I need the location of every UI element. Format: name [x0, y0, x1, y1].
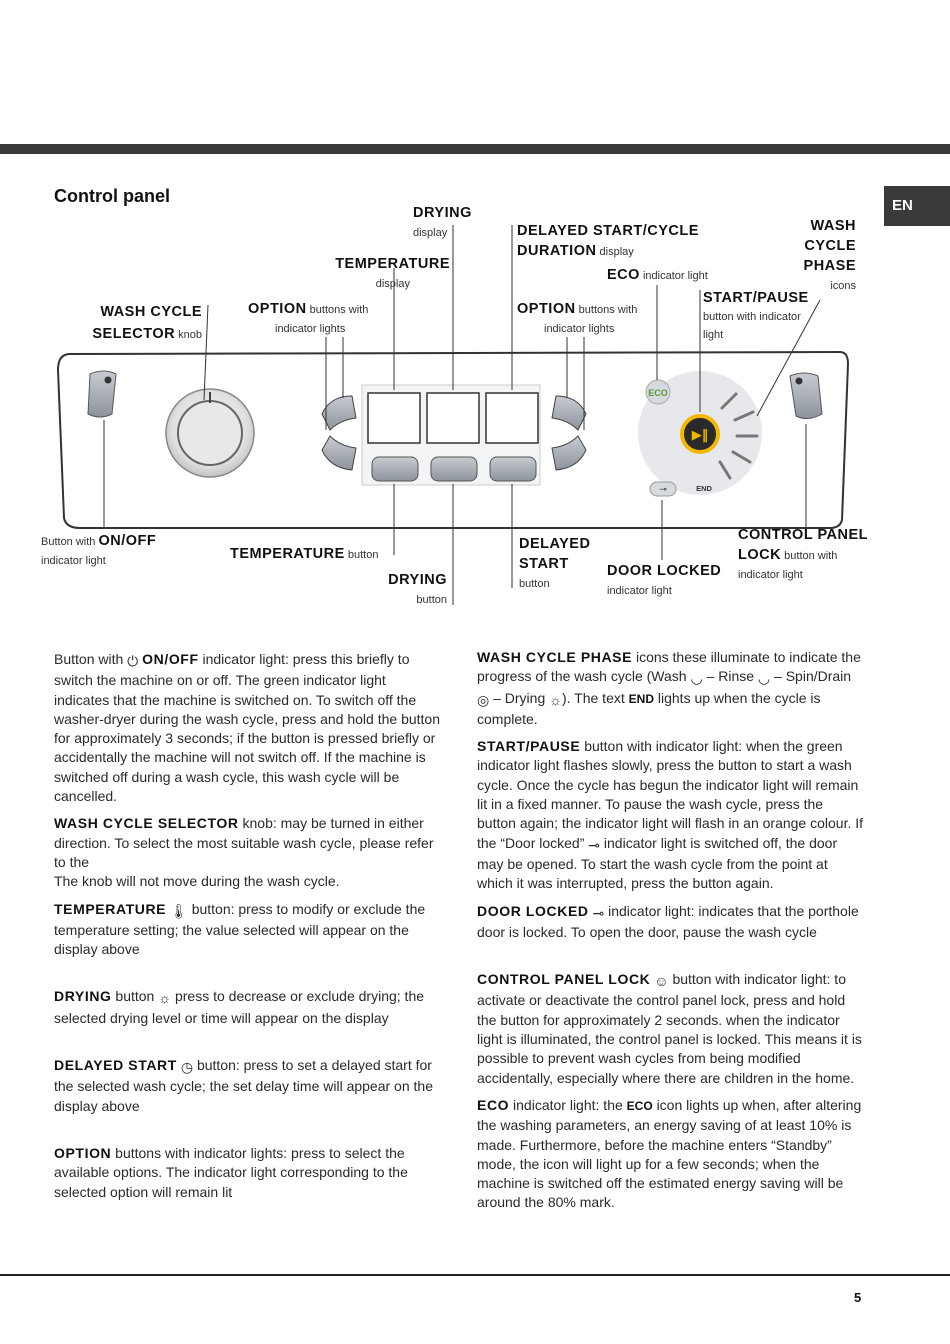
label-panel-lock: CONTROL PANEL LOCK button with indicator light	[738, 527, 869, 581]
eco-icon: ECO	[626, 1098, 653, 1113]
right-column	[477, 648, 865, 1221]
para-temperature: TEMPERATURE 🌡 button: press to modify or exclude the temperature setting; the value selected will appear on the display above	[54, 900, 426, 958]
para-option: OPTION buttons with indicator lights: press to select the available options. The indicator light corresponding to the selected option will remain lit	[54, 1144, 408, 1200]
page-number: 5	[854, 1290, 862, 1305]
panel-eco-text: ECO	[648, 388, 668, 398]
label-delayed-start: DELAYED START button	[519, 536, 591, 590]
rinse-icon: ◡	[757, 670, 771, 687]
para-start: START/PAUSE button with indicator light: when the green indicator light flashes slowly, press the button to start a wash cycle. Once the cycle has begun the indicator light will remain lit in a fixed manner. To pause the wash cycle, press the button again; the indicator light will flash in an orange colour. If the “Door locked” ⊸ indicator light is switched off, the door may be opened. To start the wash cycle from the point at which it was interrupted, press the button again.	[477, 738, 864, 892]
language-tab: EN	[884, 186, 950, 226]
label-drying-button: DRYING button	[388, 572, 447, 606]
para-door: DOOR LOCKED ⊸ indicator light: indicates that the porthole door is locked. To open the door, pause the wash cycle	[477, 902, 859, 940]
delayed-display	[486, 393, 538, 443]
para-eco: ECO indicator light: the ECO icon lights up when, after altering the washing parameters, an energy saving of at least 10% is made. Furthermore, before the machine enters “Standby” mode, the icon will light up for a few seconds; when the machine is switched off the estimated energy saving will be around the 80% mark.	[477, 1096, 862, 1211]
delayed-start-button	[490, 457, 536, 481]
drying-icon: ☼	[158, 990, 172, 1007]
label-wash-phase: WASH CYCLE PHASE icons	[803, 218, 856, 292]
key-icon: ⊸	[588, 836, 601, 853]
para-selector: WASH CYCLE SELECTOR knob: may be turned in either direction. To select the most suitable wash cycle, please refer to the The knob will not move during the wash cycle.	[54, 815, 434, 890]
label-door-locked: DOOR LOCKED indicator light	[607, 563, 722, 597]
temperature-display	[368, 393, 420, 443]
label-drying-display: DRYING display	[413, 205, 472, 239]
svg-text:⊸: ⊸	[659, 485, 667, 495]
power-icon: ⏻	[127, 653, 139, 669]
label-option-left: OPTION buttons with indicator lights	[248, 301, 369, 335]
label-eco-light: ECO indicator light	[607, 267, 708, 283]
child-lock-icon: ☺	[654, 973, 669, 990]
label-option-right: OPTION buttons with indicator lights	[517, 301, 638, 335]
thermometer-icon: 🌡	[170, 902, 188, 919]
footer-rule	[0, 1274, 950, 1276]
drying-button	[431, 457, 477, 481]
clock-icon: ◷	[180, 1059, 194, 1076]
para-phase: WASH CYCLE PHASE icons these illuminate to indicate the progress of the wash cycle (Wash ◡ – Rinse ◡ – Spin/Drain ◎ – Drying ☼). The text END lights up when the cycle is complete.	[477, 649, 861, 727]
label-temp-display: TEMPERATURE display	[335, 256, 450, 290]
spin-icon: ◎	[477, 691, 490, 708]
onoff-button	[88, 371, 116, 417]
section-title: Control panel	[54, 186, 170, 206]
temperature-button	[372, 457, 418, 481]
para-delayed: DELAYED START ◷ button: press to set a delayed start for the selected wash cycle; the set delay time will appear on the display above	[54, 1057, 433, 1114]
svg-text:▶‖: ▶‖	[691, 428, 709, 443]
label-wash-selector: WASH CYCLE SELECTOR knob	[92, 304, 202, 342]
panel-end-text: END	[696, 484, 712, 493]
drying-icon: ☼	[549, 691, 562, 708]
para-onoff: Button with ⏻ ON/OFF indicator light: press this briefly to switch the machine on or off. The green indicator light indicates that the machine is switched on. To switch off the washer-dryer during the wash cycle, press and hold the button for approximately 3 seconds; if the button is pressed briefly or accidentally the machine will not switch off. If the machine is switched off during a wash cycle, this wash cycle will be cancelled.	[54, 651, 440, 805]
label-start-pause: START/PAUSE button with indicator light	[703, 290, 809, 341]
left-column	[54, 650, 440, 1210]
label-delayed-display: DELAYED START/CYCLE DURATION display	[517, 223, 699, 259]
para-drying: DRYING button ☼ press to decrease or exclude drying; the selected drying level or time will appear on the display	[54, 988, 425, 1026]
label-onoff: Button with ON/OFF indicator light	[41, 533, 157, 567]
para-lock: CONTROL PANEL LOCK ☺ button with indicator light: to activate or deactivate the control panel lock, press and hold the button for approximately 2 seconds. when the indicator light is illuminated, the control panel is locked. This means it is possible to prevent wash cycles from being modified accidentally, especially where there are children in the home.	[477, 971, 862, 1086]
label-temp-button: TEMPERATURE button	[230, 546, 379, 562]
wash-icon: ◡	[690, 670, 703, 687]
drying-display	[427, 393, 479, 443]
key-icon: ⊸	[592, 904, 605, 921]
